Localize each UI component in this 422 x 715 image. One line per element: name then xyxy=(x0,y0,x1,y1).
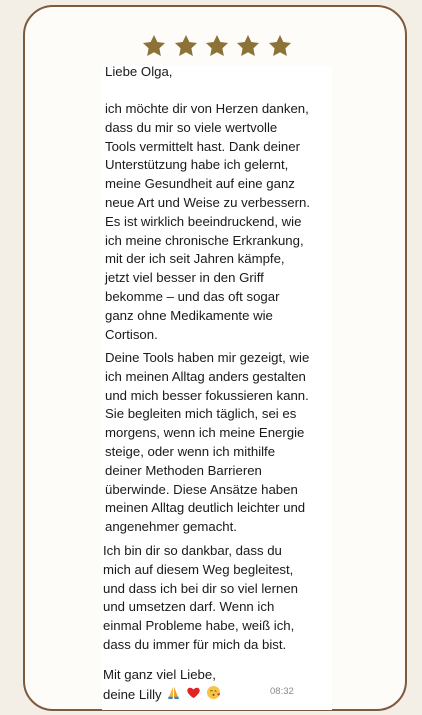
message-closing: Mit ganz viel Liebe, deine Lilly xyxy=(103,666,333,706)
folded-hands-icon xyxy=(166,685,181,706)
red-heart-icon xyxy=(186,685,201,706)
star-icon xyxy=(267,33,293,59)
star-icon xyxy=(141,33,167,59)
star-icon xyxy=(204,33,230,59)
message-paragraph-2: Deine Tools haben mir gezeigt, wie ich meinen Alltag anders gestalten und mich besser fokussieren kann. Sie begleiten mich täglich, sei es morgens, wenn ich meine Energie steige, oder wenn ich mithilfe deiner Methoden Barrieren überwinde. Diese Ansätze haben meinen Alltag deutlich leichter und angenehmer gemacht. xyxy=(105,350,310,535)
message-paragraph-3: Ich bin dir so dankbar, dass du mich auf diesem Weg begleitest, und dass ich bei dir so viel lernen und umsetzen darf. Wenn ich einmal Probleme habe, weiß ich, dass du immer für mich da bist. xyxy=(103,543,298,652)
message-timestamp: 08:32 xyxy=(270,686,294,697)
star-rating xyxy=(25,33,409,59)
face-blowing-kiss-icon xyxy=(206,685,221,706)
message-paragraph-1: ich möchte dir von Herzen danken, dass du mir so viele wertvolle Tools vermittelt hast. Dank deiner Unterstützung habe ich gelernt, meine Gesundheit auf eine ganz neue Art und Weise zu verbessern. Es ist wirklich beeindruckend, wie ich meine chronische Erkrankung, mit der ich seit Jahren kämpfe, jetzt viel besser in den Griff bekomme – und das oft sogar ganz ohne Medikamente wie Cortison. xyxy=(105,101,311,342)
star-icon xyxy=(235,33,261,59)
message-greeting: Liebe Olga, xyxy=(105,64,173,79)
star-icon xyxy=(173,33,199,59)
